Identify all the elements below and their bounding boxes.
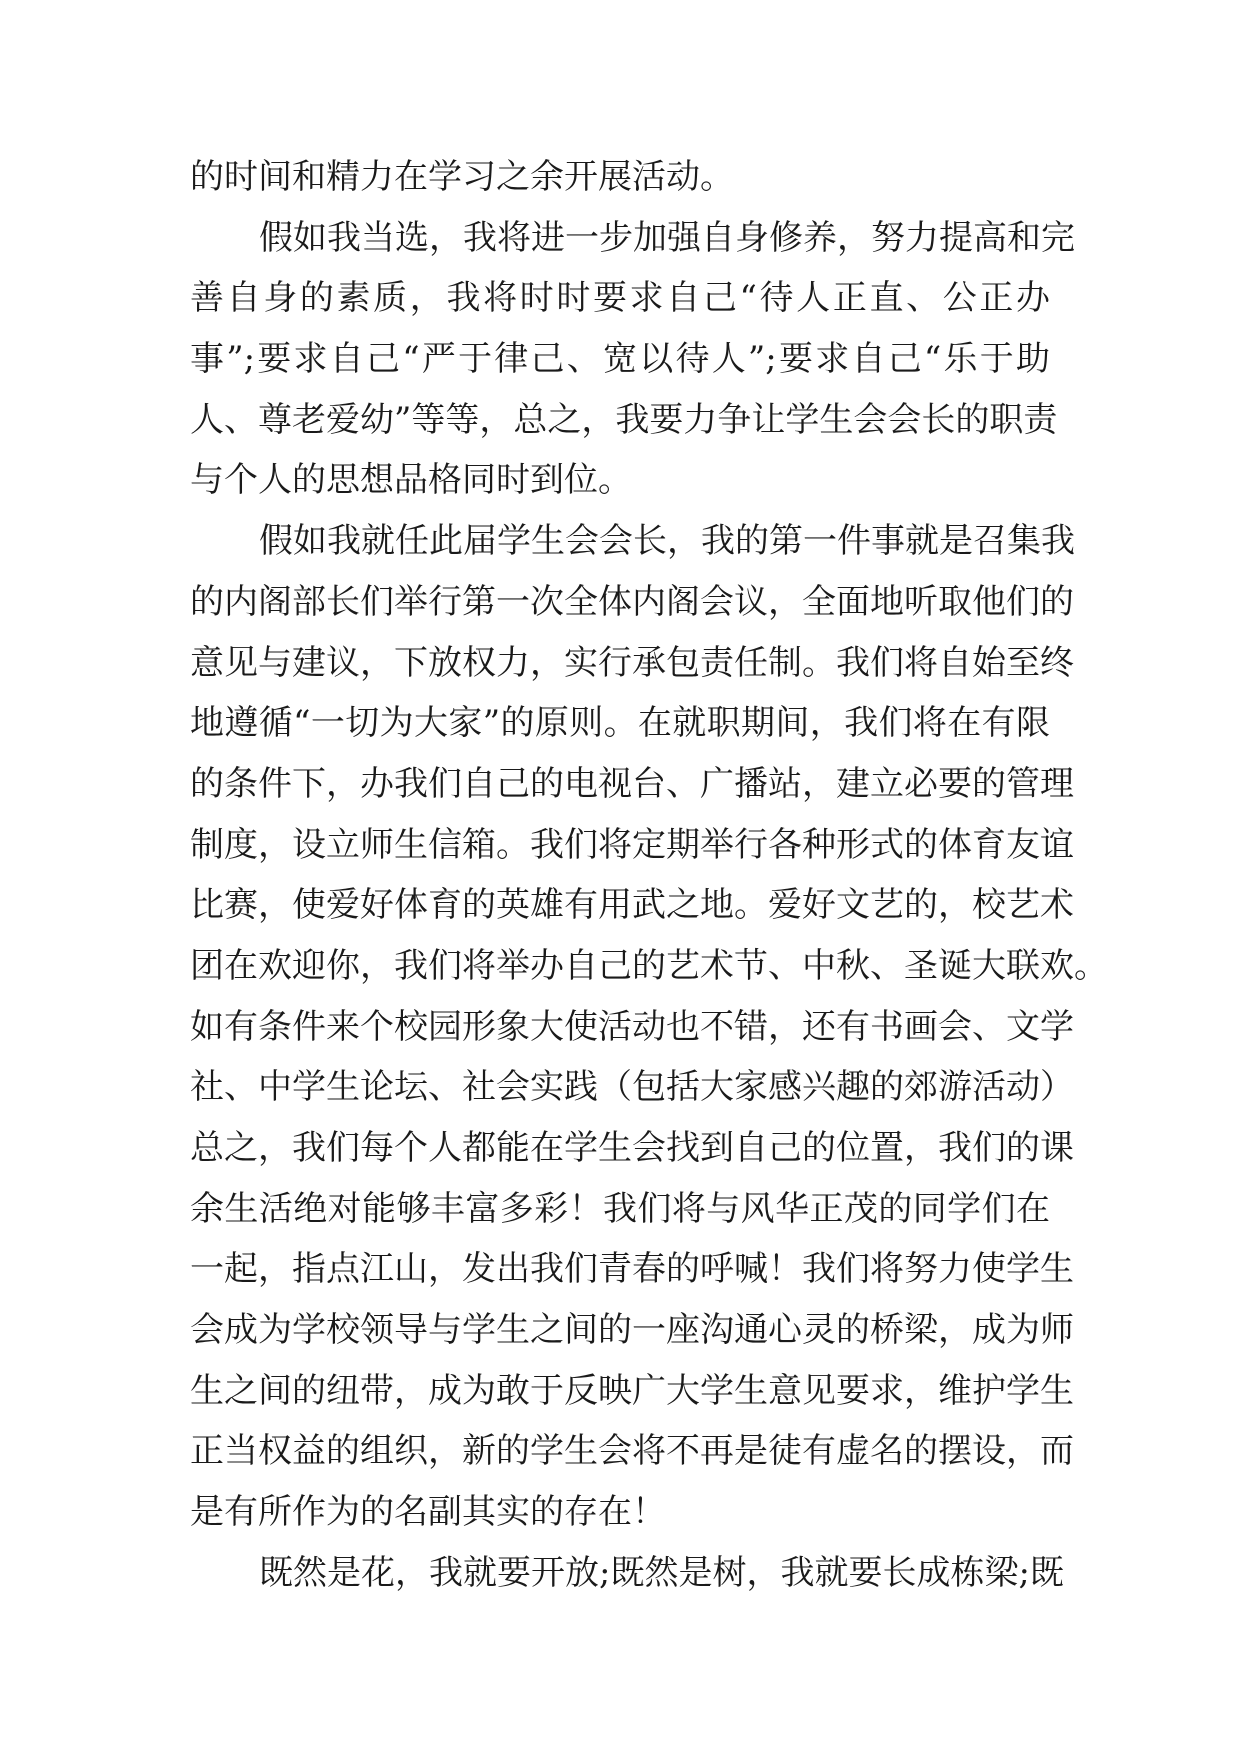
text-line: 意见与建议，下放权力，实行承包责任制。我们将自始至终: [190, 642, 1074, 683]
text-line: 善自身的素质，我将时时要求自己“待人正直、公正办: [190, 278, 1050, 319]
text-line: 与个人的思想品格同时到位。: [190, 460, 632, 501]
text-line: 比赛，使爱好体育的英雄有用武之地。爱好文艺的，校艺术: [190, 885, 1074, 926]
body-text: [190, 157, 1108, 1615]
text-line: 余生活绝对能够丰富多彩！我们将与风华正茂的同学们在: [190, 1188, 1050, 1229]
text-line: 是有所作为的名副其实的存在！: [190, 1492, 666, 1533]
text-line: 一起，指点江山，发出我们青春的呼喊！我们将努力使学生: [190, 1249, 1074, 1290]
text-line: 事”;要求自己“严于律己、宽以待人”;要求自己“乐于助: [190, 339, 1050, 380]
text-line: 人、尊老爱幼”等等，总之，我要力争让学生会会长的职责: [190, 399, 1058, 440]
text-line: 的条件下，办我们自己的电视台、广播站，建立必要的管理: [190, 763, 1074, 804]
paragraph-first-line: 既然是花，我就要开放;既然是树，我就要长成栋梁;既: [259, 1552, 1064, 1593]
text-line: 制度，设立师生信箱。我们将定期举行各种形式的体育友谊: [190, 824, 1074, 865]
text-line: 社、中学生论坛、社会实践（包括大家感兴趣的郊游活动）: [190, 1067, 1074, 1108]
text-line: 的内阁部长们举行第一次全体内阁会议，全面地听取他们的: [190, 581, 1074, 622]
text-line: 团在欢迎你，我们将举办自己的艺术节、中秋、圣诞大联欢。: [190, 945, 1108, 986]
paragraph-first-line: 假如我就任此届学生会会长，我的第一件事就是召集我: [259, 521, 1075, 562]
text-line: 会成为学校领导与学生之间的一座沟通心灵的桥梁，成为师: [190, 1310, 1074, 1351]
text-line: 生之间的纽带，成为敢于反映广大学生意见要求，维护学生: [190, 1370, 1074, 1411]
text-line: 如有条件来个校园形象大使活动也不错，还有书画会、文学: [190, 1006, 1074, 1047]
text-line: 正当权益的组织，新的学生会将不再是徒有虚名的摆设，而: [190, 1431, 1074, 1472]
paragraph-first-line: 假如我当选，我将进一步加强自身修养，努力提高和完: [259, 217, 1075, 258]
text-line: 的时间和精力在学习之余开展活动。: [190, 157, 734, 197]
text-line: 总之，我们每个人都能在学生会找到自己的位置，我们的课: [190, 1128, 1074, 1168]
text-line: 地遵循“一切为大家”的原则。在就职期间，我们将在有限: [190, 703, 1050, 744]
